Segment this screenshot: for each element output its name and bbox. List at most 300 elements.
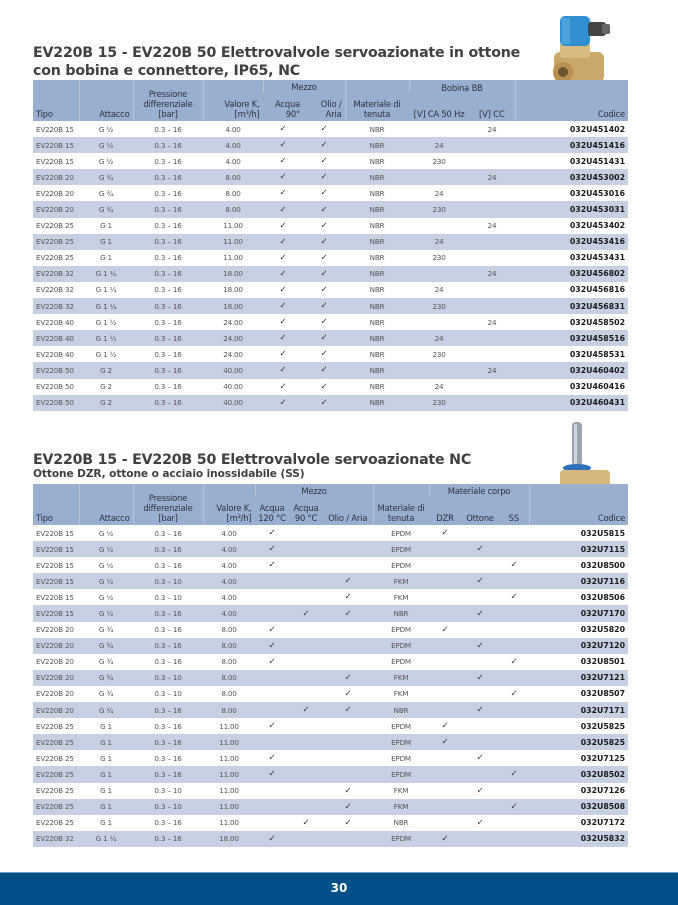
col-acqua-l1: Acqua bbox=[275, 99, 300, 109]
cell-codice: 032U7116 bbox=[529, 573, 628, 589]
cell-valore: 8.00 bbox=[203, 201, 263, 217]
table-row bbox=[33, 201, 628, 217]
cell-a120: ✓ bbox=[255, 766, 289, 782]
col-group-mezzo: Mezzo bbox=[263, 80, 345, 93]
col-materiale bbox=[373, 484, 429, 525]
cell-olio: ✓ bbox=[320, 284, 328, 295]
cell-olio bbox=[323, 718, 373, 734]
table2-body bbox=[33, 525, 628, 847]
cell-ottone bbox=[461, 766, 499, 782]
cell-ottone bbox=[461, 718, 499, 734]
cell-cc bbox=[469, 153, 515, 169]
cell-pressione: 0.3 – 10 bbox=[133, 573, 203, 589]
cell-attacco: G 1 bbox=[100, 721, 112, 731]
cell-a90 bbox=[289, 734, 323, 750]
cell-attacco: G 1 ¼ bbox=[79, 831, 133, 847]
cell-acqua: ✓ bbox=[263, 234, 303, 250]
cell-materiale: NBR bbox=[345, 234, 409, 250]
cell-ottone bbox=[461, 557, 499, 573]
cell-codice: 032U7115 bbox=[529, 541, 628, 557]
col-olio bbox=[303, 93, 345, 121]
cell-tipo: EV220B 20 bbox=[36, 689, 74, 699]
col-acqua-90-l1: Acqua bbox=[293, 503, 319, 513]
cell-tipo: EV220B 50 bbox=[33, 362, 79, 378]
cell-valore: 8.00 bbox=[203, 702, 255, 718]
cell-codice: 032U7121 bbox=[529, 670, 628, 686]
col-group-bobina: Bobina BB bbox=[409, 80, 515, 93]
cell-ss: ✓ bbox=[499, 799, 529, 815]
cell-valore: 8.00 bbox=[203, 169, 263, 185]
cell-codice: 032U453002 bbox=[515, 169, 628, 185]
cell-a120 bbox=[255, 589, 289, 605]
cell-valore: 24.00 bbox=[203, 330, 263, 346]
cell-pressione: 0.3 – 16 bbox=[154, 124, 182, 134]
cell-codice: 032U7126 bbox=[580, 786, 626, 796]
cell-pressione: 0.3 – 16 bbox=[133, 702, 203, 718]
table-row bbox=[33, 750, 628, 766]
cell-tipo: EV220B 15 bbox=[36, 124, 74, 134]
cell-ss bbox=[499, 783, 529, 799]
table-row bbox=[33, 799, 628, 815]
cell-ca: 24 bbox=[409, 330, 469, 346]
cell-valore: 8.00 bbox=[221, 689, 237, 699]
cell-a90 bbox=[289, 718, 323, 734]
cell-valore: 8.00 bbox=[221, 657, 237, 667]
cell-ottone bbox=[461, 831, 499, 847]
cell-a90 bbox=[289, 670, 323, 686]
cell-a90 bbox=[289, 622, 323, 638]
cell-olio: ✓ bbox=[323, 799, 373, 815]
cell-codice: 032U453402 bbox=[569, 221, 626, 231]
cell-pressione: 0.3 – 16 bbox=[133, 201, 203, 217]
cell-olio bbox=[323, 638, 373, 654]
col-acqua-l2: 90° bbox=[285, 109, 300, 119]
cell-a120: ✓ bbox=[268, 624, 276, 635]
cell-tipo: EV220B 15 bbox=[33, 573, 79, 589]
table-row bbox=[33, 314, 628, 330]
cell-attacco: G ½ bbox=[79, 541, 133, 557]
cell-cc: 24 bbox=[487, 124, 497, 134]
cell-dzr bbox=[429, 573, 461, 589]
cell-valore: 18.00 bbox=[223, 285, 243, 295]
cell-ss bbox=[499, 525, 529, 541]
cell-acqua: ✓ bbox=[263, 362, 303, 378]
cell-cc bbox=[469, 137, 515, 153]
cell-valore: 4.00 bbox=[225, 124, 241, 134]
cell-attacco: G 1 bbox=[79, 766, 133, 782]
cell-codice: 032U8506 bbox=[580, 592, 626, 602]
col-codice: Codice bbox=[515, 80, 628, 121]
table-row bbox=[33, 169, 628, 185]
cell-tipo: EV220B 20 bbox=[36, 657, 74, 667]
cell-dzr bbox=[429, 670, 461, 686]
cell-tipo: EV220B 20 bbox=[33, 169, 79, 185]
cell-cc: 24 bbox=[469, 362, 515, 378]
cell-valore: 40.00 bbox=[203, 362, 263, 378]
cell-a120: ✓ bbox=[268, 528, 276, 539]
table-row bbox=[33, 686, 628, 702]
table-row bbox=[33, 362, 628, 378]
cell-codice: 032U5815 bbox=[580, 528, 626, 538]
cell-valore: 24.00 bbox=[223, 317, 243, 327]
cell-ss: ✓ bbox=[510, 560, 518, 571]
cell-ss bbox=[499, 718, 529, 734]
cell-tipo: EV220B 25 bbox=[36, 253, 74, 263]
cell-tipo: EV220B 32 bbox=[33, 298, 79, 314]
cell-ss: ✓ bbox=[510, 592, 518, 603]
cell-tipo: EV220B 25 bbox=[33, 734, 79, 750]
cell-tipo: EV220B 15 bbox=[36, 528, 74, 538]
cell-pressione: 0.3 – 16 bbox=[154, 657, 182, 667]
cell-ss bbox=[499, 670, 529, 686]
cell-attacco: G ¾ bbox=[98, 188, 114, 198]
cell-materiale: EPDM bbox=[373, 831, 429, 847]
cell-tipo: EV220B 40 bbox=[36, 317, 74, 327]
cell-acqua: ✓ bbox=[263, 169, 303, 185]
cell-a90 bbox=[289, 686, 323, 702]
cell-cc bbox=[469, 395, 515, 411]
cell-tipo: EV220B 25 bbox=[36, 221, 74, 231]
col-valore-l1: Valore K, bbox=[216, 503, 252, 513]
cell-ca: 230 bbox=[409, 201, 469, 217]
cell-ca: 230 bbox=[432, 156, 446, 166]
cell-codice: 032U456831 bbox=[515, 298, 628, 314]
cell-codice: 032U456816 bbox=[569, 285, 626, 295]
cell-dzr: ✓ bbox=[441, 624, 449, 635]
cell-attacco: G 1 ¼ bbox=[95, 285, 117, 295]
cell-pressione: 0.3 – 16 bbox=[133, 137, 203, 153]
cell-pressione: 0.3 – 16 bbox=[133, 831, 203, 847]
cell-a90 bbox=[289, 750, 323, 766]
cell-valore: 18.00 bbox=[203, 266, 263, 282]
cell-cc bbox=[469, 201, 515, 217]
cell-attacco: G 1 bbox=[100, 221, 112, 231]
cell-a120 bbox=[255, 686, 289, 702]
cell-ottone bbox=[461, 734, 499, 750]
cell-acqua: ✓ bbox=[279, 220, 287, 231]
cell-attacco: G ¾ bbox=[98, 657, 114, 667]
cell-valore: 24.00 bbox=[223, 349, 243, 359]
cell-attacco: G ½ bbox=[79, 573, 133, 589]
cell-materiale: EPDM bbox=[391, 721, 411, 731]
table-row bbox=[33, 654, 628, 670]
cell-pressione: 0.3 – 16 bbox=[133, 362, 203, 378]
col-ss: SS bbox=[499, 497, 529, 525]
cell-acqua: ✓ bbox=[263, 201, 303, 217]
cell-ss bbox=[499, 831, 529, 847]
col-valore bbox=[203, 484, 255, 525]
cell-a120: ✓ bbox=[268, 656, 276, 667]
cell-dzr bbox=[429, 589, 461, 605]
col-group-mezzo: Mezzo bbox=[255, 484, 373, 497]
cell-pressione: 0.3 – 16 bbox=[154, 349, 182, 359]
cell-codice: 032U451431 bbox=[569, 156, 626, 166]
cell-acqua: ✓ bbox=[263, 395, 303, 411]
cell-materiale: FKM bbox=[393, 592, 409, 602]
cell-tipo: EV220B 25 bbox=[33, 799, 79, 815]
table1-body bbox=[33, 121, 628, 411]
cell-ss bbox=[499, 734, 529, 750]
cell-codice: 032U451416 bbox=[515, 137, 628, 153]
table-row bbox=[33, 622, 628, 638]
cell-pressione: 0.3 – 10 bbox=[154, 592, 182, 602]
cell-a120 bbox=[255, 815, 289, 831]
cell-olio: ✓ bbox=[303, 266, 345, 282]
cell-codice: 032U453016 bbox=[569, 188, 626, 198]
cell-pressione: 0.3 – 16 bbox=[154, 382, 182, 392]
cell-ottone: ✓ bbox=[461, 670, 499, 686]
cell-a90 bbox=[289, 541, 323, 557]
cell-materiale: NBR bbox=[369, 285, 385, 295]
cell-dzr: ✓ bbox=[429, 831, 461, 847]
section1-title-line1: EV220B 15 - EV220B 50 Elettrovalvole servoazionate in ottone bbox=[33, 45, 521, 61]
cell-dzr bbox=[429, 799, 461, 815]
cell-olio: ✓ bbox=[303, 298, 345, 314]
cell-ss bbox=[499, 638, 529, 654]
cell-acqua: ✓ bbox=[279, 381, 287, 392]
cell-attacco: G 1 bbox=[100, 818, 112, 828]
cell-ca: 24 bbox=[409, 137, 469, 153]
cell-tipo: EV220B 25 bbox=[36, 753, 74, 763]
col-pressione bbox=[133, 80, 203, 121]
cell-olio: ✓ bbox=[344, 688, 352, 699]
cell-acqua: ✓ bbox=[279, 124, 287, 135]
cell-ca: 24 bbox=[434, 382, 444, 392]
cell-cc bbox=[469, 282, 515, 298]
cell-ss bbox=[499, 541, 529, 557]
cell-a120 bbox=[255, 734, 289, 750]
cell-materiale: NBR bbox=[369, 188, 385, 198]
col-pressione-l2: differenziale bbox=[143, 503, 193, 513]
cell-codice: 032U460402 bbox=[515, 362, 628, 378]
cell-a120 bbox=[255, 670, 289, 686]
cell-valore: 4.00 bbox=[203, 605, 255, 621]
cell-attacco: G ¾ bbox=[79, 201, 133, 217]
col-pressione-l3: [bar] bbox=[158, 109, 178, 119]
cell-materiale: NBR bbox=[369, 253, 385, 263]
cell-dzr bbox=[429, 815, 461, 831]
cell-attacco: G ½ bbox=[79, 605, 133, 621]
cell-materiale: EPDM bbox=[391, 753, 411, 763]
cell-materiale: NBR bbox=[369, 124, 385, 134]
col-valore-l1: Valore K, bbox=[224, 99, 260, 109]
cell-dzr: ✓ bbox=[441, 721, 449, 732]
cell-ca bbox=[409, 314, 469, 330]
cell-attacco: G ½ bbox=[98, 124, 114, 134]
cell-attacco: G 2 bbox=[79, 395, 133, 411]
cell-tipo: EV220B 40 bbox=[36, 349, 74, 359]
cell-attacco: G 1 ½ bbox=[79, 330, 133, 346]
valve-table-1 bbox=[33, 80, 628, 411]
cell-valore: 4.00 bbox=[225, 156, 241, 166]
cell-attacco: G 1 bbox=[79, 234, 133, 250]
solenoid-valve-with-coil-icon bbox=[548, 8, 616, 88]
cell-olio: ✓ bbox=[323, 573, 373, 589]
cell-codice: 032U453416 bbox=[515, 234, 628, 250]
cell-olio bbox=[323, 525, 373, 541]
cell-ca: 24 bbox=[434, 188, 444, 198]
cell-pressione: 0.3 – 16 bbox=[154, 625, 182, 635]
cell-a90 bbox=[289, 654, 323, 670]
cell-ca bbox=[409, 169, 469, 185]
col-ottone: Ottone bbox=[461, 497, 499, 525]
cell-pressione: 0.3 – 16 bbox=[133, 638, 203, 654]
cell-valore: 4.00 bbox=[221, 528, 237, 538]
cell-ss bbox=[499, 815, 529, 831]
col-pressione bbox=[133, 484, 203, 525]
cell-codice: 032U8501 bbox=[580, 657, 626, 667]
cell-ss: ✓ bbox=[510, 688, 518, 699]
cell-tipo: EV220B 50 bbox=[36, 382, 74, 392]
cell-pressione: 0.3 – 16 bbox=[154, 753, 182, 763]
cell-a120: ✓ bbox=[255, 541, 289, 557]
cell-ss bbox=[499, 702, 529, 718]
cell-olio bbox=[323, 831, 373, 847]
cell-a90 bbox=[289, 766, 323, 782]
cell-a120 bbox=[255, 702, 289, 718]
cell-olio: ✓ bbox=[303, 362, 345, 378]
cell-attacco: G 2 bbox=[79, 362, 133, 378]
cell-olio: ✓ bbox=[320, 156, 328, 167]
cell-materiale: EPDM bbox=[373, 766, 429, 782]
cell-valore: 40.00 bbox=[203, 395, 263, 411]
cell-a90 bbox=[289, 799, 323, 815]
cell-materiale: FKM bbox=[373, 670, 429, 686]
cell-valore: 11.00 bbox=[223, 221, 243, 231]
cell-valore: 8.00 bbox=[203, 638, 255, 654]
cell-materiale: NBR bbox=[345, 201, 409, 217]
col-pressione-l1: Pressione bbox=[148, 89, 188, 99]
cell-acqua: ✓ bbox=[263, 298, 303, 314]
cell-materiale: EPDM bbox=[391, 657, 411, 667]
col-materiale-l1: Materiale di bbox=[377, 503, 425, 513]
cell-dzr bbox=[429, 766, 461, 782]
cell-materiale: NBR bbox=[373, 605, 429, 621]
cell-valore: 11.00 bbox=[203, 766, 255, 782]
table-row bbox=[33, 815, 628, 831]
cell-ottone bbox=[461, 622, 499, 638]
cell-ottone: ✓ bbox=[476, 785, 484, 796]
cell-acqua: ✓ bbox=[279, 252, 287, 263]
cell-olio: ✓ bbox=[323, 605, 373, 621]
cell-tipo: EV220B 32 bbox=[33, 266, 79, 282]
cell-codice: 032U8502 bbox=[529, 766, 628, 782]
cell-tipo: EV220B 15 bbox=[33, 137, 79, 153]
cell-attacco: G ¾ bbox=[79, 169, 133, 185]
cell-ottone bbox=[461, 525, 499, 541]
col-materiale-l1: Materiale di bbox=[353, 99, 401, 109]
table-row bbox=[33, 395, 628, 411]
cell-attacco: G 1 ½ bbox=[95, 349, 117, 359]
cell-codice: 032U453431 bbox=[569, 253, 626, 263]
cell-olio bbox=[323, 557, 373, 573]
table-row bbox=[33, 379, 628, 395]
cell-attacco: G ½ bbox=[79, 137, 133, 153]
cell-materiale: NBR bbox=[345, 298, 409, 314]
cell-tipo: EV220B 25 bbox=[33, 766, 79, 782]
col-acqua-120 bbox=[255, 497, 289, 525]
cell-tipo: EV220B 20 bbox=[36, 625, 74, 635]
col-attacco: Attacco bbox=[79, 80, 133, 121]
cell-attacco: G ¾ bbox=[79, 638, 133, 654]
cell-attacco: G 1 bbox=[100, 786, 112, 796]
col-materiale-l2: tenuta bbox=[387, 513, 415, 523]
page-footer bbox=[0, 872, 678, 905]
table-row bbox=[33, 137, 628, 153]
cell-tipo: EV220B 20 bbox=[33, 201, 79, 217]
cell-ca: 230 bbox=[409, 395, 469, 411]
col-valore bbox=[203, 80, 263, 121]
cell-ottone: ✓ bbox=[461, 573, 499, 589]
cell-codice: 032U8500 bbox=[580, 560, 626, 570]
table-row bbox=[33, 638, 628, 654]
cell-codice: 032U5825 bbox=[529, 734, 628, 750]
cell-pressione: 0.3 – 16 bbox=[133, 298, 203, 314]
cell-dzr: ✓ bbox=[429, 734, 461, 750]
cell-attacco: G 1 bbox=[79, 799, 133, 815]
cell-ss bbox=[499, 750, 529, 766]
cell-pressione: 0.3 – 16 bbox=[133, 330, 203, 346]
cell-attacco: G ½ bbox=[98, 592, 114, 602]
cell-materiale: FKM bbox=[373, 573, 429, 589]
cell-tipo: EV220B 15 bbox=[36, 592, 74, 602]
cell-valore: 11.00 bbox=[219, 721, 239, 731]
cell-pressione: 0.3 – 16 bbox=[154, 818, 182, 828]
cell-ottone: ✓ bbox=[461, 638, 499, 654]
cell-olio: ✓ bbox=[320, 381, 328, 392]
cell-valore: 11.00 bbox=[219, 818, 239, 828]
table-row bbox=[33, 831, 628, 847]
cell-cc bbox=[469, 346, 515, 362]
cell-tipo: EV220B 50 bbox=[33, 395, 79, 411]
table-row bbox=[33, 573, 628, 589]
cell-olio: ✓ bbox=[344, 817, 352, 828]
cell-pressione: 0.3 – 16 bbox=[154, 285, 182, 295]
cell-a90 bbox=[289, 638, 323, 654]
cell-olio bbox=[323, 654, 373, 670]
cell-materiale: NBR bbox=[345, 137, 409, 153]
cell-ca: 24 bbox=[409, 234, 469, 250]
cell-tipo: EV220B 20 bbox=[33, 702, 79, 718]
cell-olio bbox=[323, 541, 373, 557]
col-acqua bbox=[263, 93, 303, 121]
cell-tipo: EV220B 25 bbox=[36, 818, 74, 828]
section2-subtitle: Ottone DZR, ottone o acciaio inossidabile (SS) bbox=[33, 468, 305, 480]
col-tipo: Tipo bbox=[33, 484, 79, 525]
col-acqua-120-l1: Acqua bbox=[259, 503, 285, 513]
cell-codice: 032U456802 bbox=[515, 266, 628, 282]
cell-codice: 032U8507 bbox=[580, 689, 626, 699]
cell-codice: 032U7120 bbox=[529, 638, 628, 654]
cell-pressione: 0.3 – 16 bbox=[154, 721, 182, 731]
cell-olio: ✓ bbox=[303, 201, 345, 217]
cell-pressione: 0.3 – 10 bbox=[154, 786, 182, 796]
cell-pressione: 0.3 – 16 bbox=[154, 188, 182, 198]
cell-pressione: 0.3 – 16 bbox=[154, 528, 182, 538]
cell-valore: 11.00 bbox=[223, 253, 243, 263]
cell-materiale: EPDM bbox=[373, 734, 429, 750]
cell-pressione: 0.3 – 16 bbox=[133, 541, 203, 557]
cell-tipo: EV220B 20 bbox=[33, 638, 79, 654]
cell-acqua: ✓ bbox=[263, 137, 303, 153]
cell-cc: 24 bbox=[487, 317, 497, 327]
cell-olio: ✓ bbox=[320, 124, 328, 135]
table-row bbox=[33, 541, 628, 557]
cell-materiale: FKM bbox=[373, 799, 429, 815]
cell-attacco: G ¾ bbox=[79, 702, 133, 718]
cell-materiale: FKM bbox=[393, 786, 409, 796]
cell-attacco: G 1 bbox=[79, 734, 133, 750]
